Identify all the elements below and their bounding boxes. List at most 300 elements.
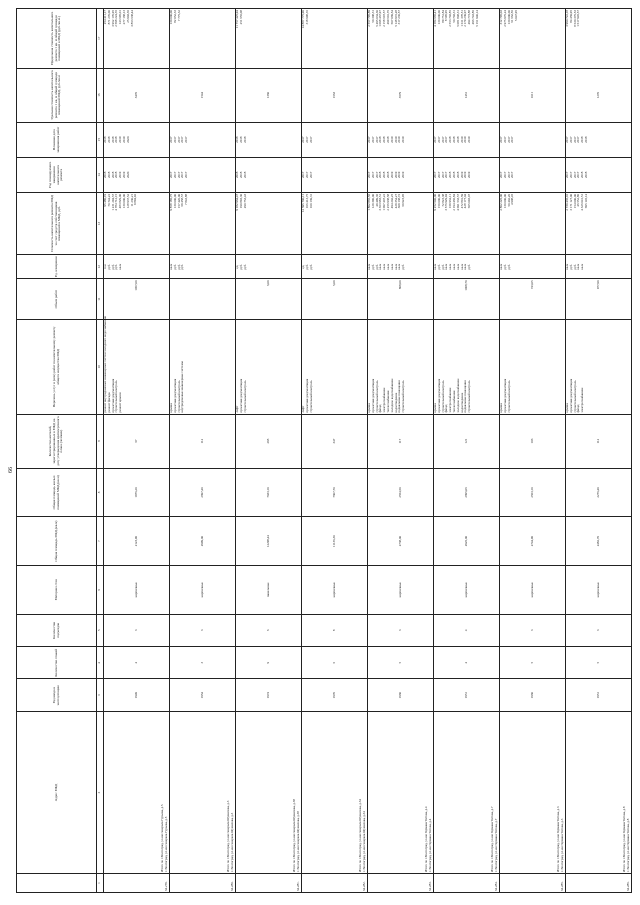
cost-cell-line: 130 000,00 — [502, 193, 507, 209]
address-cell — [566, 711, 632, 873]
units-cell-line: руб. — [502, 263, 507, 270]
header-row — [17, 9, 97, 893]
works-cell-line: строительный контроль — [114, 380, 119, 413]
units-cell-line: руб. — [440, 263, 445, 270]
cost-cell — [104, 192, 170, 254]
units-cell — [170, 255, 236, 279]
column-number: 3 — [97, 679, 104, 711]
cost-cell-line: 1 802 865,56 — [367, 193, 371, 211]
cost-cell-line: 4 091 533,57 — [455, 193, 460, 211]
limit-cost-cell-line: 50 308,31 — [370, 10, 375, 23]
unit-cost-cell: 1011 — [500, 68, 566, 122]
address-total: Итого по г.Волгоград, ул.им Германа Титова, д.3 — [556, 806, 561, 873]
entrances-cell: 3 — [170, 614, 236, 646]
limit-cost-cell-line: 496 743,86 — [470, 10, 475, 25]
year-complete-cell-line: 2017 — [568, 171, 573, 179]
row-number: 64.285. — [500, 874, 566, 893]
column-number: 5 — [97, 614, 104, 646]
plan-date-cell-line: 2019 — [118, 136, 123, 143]
volume-cell: 808,00 — [368, 279, 434, 320]
works-cell-line: строительный контроль — [506, 380, 511, 413]
works-cell-line: водоотведение — [459, 392, 464, 413]
limit-cost-cell-line: 2 598 224,35 — [114, 10, 119, 27]
works-cell — [434, 319, 500, 414]
works-cell-line: строительный контроль — [440, 380, 445, 413]
volume-cell: 1057,00 — [104, 279, 170, 320]
works-cell-line: теплоснабжение — [385, 390, 390, 413]
plan-date-cell-line: 2017 — [502, 136, 507, 143]
living-area-cell: 2554,50 — [368, 468, 434, 517]
units-cell-line: руб. — [436, 263, 441, 270]
works-cell-line: ремонт фасада — [106, 392, 111, 413]
limit-cost-cell-line: 14 887 775,90 — [301, 10, 305, 29]
living-area-cell: 2695,06 — [434, 468, 500, 517]
cost-cell — [434, 192, 500, 254]
works-cell-line: строительный контроль — [308, 380, 313, 413]
limit-cost-cell-line: 871 270,00 — [106, 10, 111, 25]
plan-date-cell — [104, 122, 170, 157]
year-cell: 1951 — [566, 679, 632, 711]
limit-cost-cell-line: 312 795,03 — [499, 10, 503, 25]
year-complete-cell-line: 2018 — [382, 171, 387, 179]
units-cell-line: кв.м — [448, 263, 453, 270]
plan-date-cell-line: 2017 — [506, 136, 511, 143]
residents-cell: 112 — [170, 414, 236, 468]
limit-cost-cell-line: 130 000,00 — [506, 10, 511, 25]
units-cell — [566, 255, 632, 279]
floors-cell: 5 — [500, 647, 566, 679]
wall-material-cell: кирпичные — [170, 565, 236, 614]
units-cell-line: кв.м — [118, 263, 123, 270]
living-area-cell: 2276,40 — [566, 468, 632, 517]
column-number: 13 — [97, 192, 104, 254]
units-cell-line: руб. — [572, 263, 577, 270]
works-cell-line: крыша — [499, 403, 503, 413]
units-cell — [434, 255, 500, 279]
plan-date-cell-line: 2019 — [397, 136, 402, 143]
units-cell-line: кв.м — [385, 263, 390, 270]
cost-cell-line: 9 182 964,47 — [235, 193, 239, 211]
works-cell-line: крыша — [565, 403, 569, 413]
cost-cell-line: 4 908,45 — [510, 193, 515, 206]
row-number: 64.286. — [566, 874, 632, 893]
volume-cell: 6,00 — [236, 279, 302, 320]
year-complete-cell-line: 2017 — [180, 171, 185, 179]
year-complete-cell-line: 2018 — [378, 171, 383, 179]
units-cell-line: кв.м — [451, 263, 456, 270]
limit-cost-cell-line: 254 411,17 — [103, 10, 107, 25]
cost-cell-line: 695 145,14 — [583, 193, 588, 209]
plan-date-cell-line: 2018 — [114, 136, 119, 143]
living-area-cell: 1976,20 — [104, 468, 170, 517]
works-cell-line: лифт — [301, 405, 305, 413]
units-cell-line: руб. — [180, 263, 185, 270]
units-cell-line: кв.м — [433, 263, 437, 270]
row-number: 64.282. — [302, 874, 368, 893]
header-cell: Общая площадь МКД,(кв.м) — [17, 517, 97, 566]
works-cell-line: строительный контроль — [374, 380, 379, 413]
cost-cell-line: 60 923,95 — [401, 193, 406, 207]
year-complete-cell — [170, 157, 236, 192]
table-row — [566, 9, 632, 893]
plan-date-cell — [236, 122, 302, 157]
units-cell-line: кв.м — [378, 263, 383, 270]
works-cell-line: подвальные помещения — [397, 380, 402, 413]
unit-cost-cell: 3579 — [368, 68, 434, 122]
limit-cost-cell-line: 50 703,31 — [451, 10, 456, 23]
plan-date-cell-line: 2018 — [448, 136, 453, 143]
units-cell-line: кв.м — [382, 263, 387, 270]
plan-date-cell-line: 2018 — [451, 136, 456, 143]
floors-cell: 9 — [236, 647, 302, 679]
cost-cell-line: 2 256 938,58 — [385, 193, 390, 211]
cost-cell-line: 665 093,07 — [467, 193, 472, 209]
units-cell-line: руб. — [308, 263, 313, 270]
limit-cost-cell-line: 277 168,13 — [121, 10, 126, 25]
total-area-cell: 12298,44 — [236, 517, 302, 566]
year-complete-cell-line: 2017 — [565, 171, 569, 179]
header-cell: Стоимость капитального ремонта МКД за счет средств собственников помещений в МКД, руб. — [17, 192, 97, 254]
address-total: Итого по г.Волгоград, ул.им генерала Шумилова, д.3 — [226, 800, 231, 873]
limit-cost-cell-line: 5 047,95 — [514, 10, 519, 22]
wall-material-cell: кирпичные — [566, 565, 632, 614]
works-cell-line: холодное водоснабжение — [389, 378, 394, 413]
limit-cost-cell-line: 5 495 034,30 — [374, 10, 379, 27]
living-area-cell: 2563,10 — [500, 468, 566, 517]
limit-cost-cell-line: 1 617 945,57 — [576, 10, 581, 27]
column-number: 11 — [97, 279, 104, 320]
units-cell — [500, 255, 566, 279]
year-complete-cell-line: 2019 — [401, 171, 406, 179]
cost-cell-line: 106 413,75 — [304, 193, 309, 209]
works-cell-line: подвальные помещения — [463, 380, 468, 413]
works-cell-line: проектная документация — [110, 378, 115, 413]
wall-material-cell: кирпичные — [302, 565, 368, 614]
header-cell: Общая площадь жилых помещений МКД,(кв.м) — [17, 468, 97, 517]
limit-cost-cell-line: 84 459,95 — [568, 10, 573, 23]
units-cell-line: руб. — [106, 263, 111, 270]
year-cell: 1970 — [302, 679, 368, 711]
units-cell-line: руб. — [374, 263, 379, 270]
residents-cell: 121 — [434, 414, 500, 468]
unit-cost-cell: 1360 — [236, 68, 302, 122]
limit-cost-cell-line: 2 179 239,97 — [463, 10, 468, 27]
entrances-cell: 3 — [368, 614, 434, 646]
works-cell-line: фасад — [444, 404, 449, 413]
year-complete-cell-line: 2017 — [436, 171, 441, 179]
table-row — [170, 9, 236, 893]
year-complete-cell-line: 2018 — [106, 171, 111, 179]
total-area-cell: 2999,00 — [170, 517, 236, 566]
column-number: 8 — [97, 468, 104, 517]
plan-date-cell-line: 2018 — [235, 136, 239, 143]
entrances-cell: 6 — [236, 614, 302, 646]
plan-date-cell-line: 2017 — [184, 136, 189, 143]
address-cell — [368, 711, 434, 873]
row-number: 64.280. — [170, 874, 236, 893]
total-area-cell: 2123,90 — [104, 517, 170, 566]
plan-date-cell-line: 2017 — [308, 136, 313, 143]
table-row — [434, 9, 500, 893]
year-complete-cell-line: 2017 — [184, 171, 189, 179]
total-area-cell: 2926,00 — [434, 517, 500, 566]
year-complete-cell-line: 2018 — [235, 171, 239, 179]
works-cell-line: проектная документация — [304, 378, 309, 413]
plan-date-cell-line: 2018 — [455, 136, 460, 143]
units-cell-line: кв.м — [463, 263, 468, 270]
address-total: Итого по г.Волгоград, ул.им генерала Шумилова, д.34 — [358, 799, 363, 873]
units-cell-line: п.м — [103, 264, 107, 269]
header-cell: Адрес МКД — [17, 711, 97, 873]
cost-cell — [566, 192, 632, 254]
year-complete-cell-line: 2017 — [367, 171, 371, 179]
volume-cell — [170, 279, 236, 320]
cost-cell-line: 483 829,00 — [118, 193, 123, 209]
works-cell — [302, 319, 368, 414]
units-cell-line: кв.м — [459, 263, 464, 270]
entrances-cell: 4 — [434, 614, 500, 646]
works-cell-line: строительный контроль — [242, 380, 247, 413]
column-number: 15 — [97, 122, 104, 157]
limit-cost-cell-line: 2 158 618,57 — [382, 10, 387, 27]
floors-cell: 4 — [434, 647, 500, 679]
plan-date-cell-line: 2017 — [499, 136, 503, 143]
cost-cell-line: 50 402,20 — [506, 193, 511, 207]
units-cell-line: кв.м — [499, 263, 503, 270]
cost-cell-line: 1 231 294,57 — [110, 193, 115, 211]
year-complete-cell-line: 2017 — [433, 171, 437, 179]
plan-date-cell-line: 2019 — [393, 136, 398, 143]
limit-cost-cell-line: 8 630 376,53 — [572, 10, 577, 27]
year-complete-cell-line: 2017 — [502, 171, 507, 179]
address-cell — [500, 711, 566, 873]
residents-cell: 106 — [500, 414, 566, 468]
table-row — [302, 9, 368, 893]
works-cell — [103, 316, 170, 414]
works-cell-line: электроснабжение — [448, 387, 453, 413]
works-cell-line: ремонт крыши — [118, 392, 123, 413]
floors-cell: 6 — [302, 647, 368, 679]
year-complete-cell — [566, 157, 632, 192]
works-cell-line: проектная документация — [502, 378, 507, 413]
total-area-cell: 11136,30 — [302, 517, 368, 566]
limit-cost-cell — [368, 9, 434, 69]
plan-date-cell-line: 2017 — [176, 136, 181, 143]
year-complete-cell-line: 2017 — [308, 171, 313, 179]
table-body — [104, 9, 632, 893]
works-cell-line: проектная документация — [238, 378, 243, 413]
cost-cell-line: 49 499,36 — [374, 193, 379, 207]
table-row — [236, 9, 302, 893]
limit-cost-cell-line: 5 161 940,14 — [474, 10, 479, 27]
cost-cell-line: 1 097 407,22 — [382, 193, 387, 211]
header-cell: Удельная стоимость капитального ремонта 1 кв. м общей площади помещений МКД, руб./кв.м — [17, 68, 97, 122]
cost-cell-line: 3 363 983,51 — [378, 193, 383, 211]
plan-date-cell-line: 2018 — [238, 136, 243, 143]
column-number: 4 — [97, 647, 104, 679]
column-number: 6 — [97, 565, 104, 614]
column-number: 16 — [97, 68, 104, 122]
address: г. Волгоград, ул.им генерала Гурьева, д.5 — [164, 816, 169, 873]
plan-date-cell-line: 2019 — [389, 136, 394, 143]
plan-date-cell-line: 2017 — [444, 136, 449, 143]
row-number: 64.284. — [434, 874, 500, 893]
cost-cell-line: 69 458,57 — [180, 193, 185, 207]
address: г. Волгоград, ул.им генерала Шумилова, д.34 — [362, 811, 367, 873]
address-cell — [434, 711, 500, 873]
year-complete-cell-line: 2017 — [374, 171, 379, 179]
limit-cost-cell — [500, 9, 566, 69]
row-number: 64.283. — [368, 874, 434, 893]
limit-cost-cell-line: 4 184 665,41 — [433, 10, 437, 27]
year-complete-cell-line: 2017 — [301, 171, 305, 179]
year-cell: 1949 — [104, 679, 170, 711]
units-cell-line: ед. — [301, 264, 305, 269]
cost-cell-line: 95 480,19 — [103, 193, 107, 207]
residents-cell: 295 — [236, 414, 302, 468]
year-complete-cell-line: 2017 — [510, 171, 515, 179]
units-cell-line: кв.м — [576, 263, 581, 270]
address: г. Волгоград, ул.им генерала Шумилова, д.3 — [230, 812, 235, 873]
plan-date-cell-line: 2018 — [110, 136, 115, 143]
year-complete-cell-line: 2017 — [172, 171, 177, 179]
wall-material-cell: кирпичные — [500, 565, 566, 614]
header-cell: Год планируемого завершения капитального ремонта — [17, 157, 97, 192]
works-cell-line: крыша — [367, 403, 371, 413]
year-complete-cell-line: 2018 — [110, 171, 115, 179]
floors-cell: 5 — [566, 647, 632, 679]
plan-date-cell-line: 2017 — [440, 136, 445, 143]
year-complete-cell-line: 2017 — [304, 171, 309, 179]
cost-cell-line: 129 390,00 — [370, 193, 375, 209]
total-area-cell: 2482,70 — [566, 517, 632, 566]
floors-cell: 5 — [368, 647, 434, 679]
year-complete-cell-line: 2018 — [448, 171, 453, 179]
year-complete-cell-line: 2019 — [459, 171, 464, 179]
year-complete-cell-line: 2018 — [103, 171, 107, 179]
units-cell — [302, 255, 368, 279]
year-complete-cell-line: 2018 — [238, 171, 243, 179]
limit-cost-cell — [170, 9, 236, 69]
address-total: Итого по г.Волгоград, ул.им Германа Титова, д.4 — [424, 806, 429, 873]
year-cell: 1974 — [236, 679, 302, 711]
cost-cell-line: 11 230,21 — [129, 193, 134, 207]
header-cell: Предельная стоимость капитального ремонта 1 кв. м общей площади помещений в МКД (руб./кв.м.) — [17, 9, 97, 69]
volume-cell: 977,90 — [566, 279, 632, 320]
units-cell-line: кв.м — [367, 263, 371, 270]
year-complete-cell-line: 2019 — [393, 171, 398, 179]
entrances-cell: 3 — [500, 614, 566, 646]
cost-cell-line: 154 000,00 — [572, 193, 577, 209]
total-area-cell: 2744,90 — [500, 517, 566, 566]
limit-cost-cell-line: 89 751,84 — [440, 10, 445, 23]
page-number: 66 — [8, 467, 14, 473]
units-cell-line: руб. — [114, 263, 119, 270]
address-total: Итого по г.Волгоград, ул.им Германа Титова, д.7 — [490, 806, 495, 873]
units-cell-line: кв.м — [444, 263, 449, 270]
cost-cell-line: 429 354,27 — [393, 193, 398, 209]
plan-date-cell-line: 2017 — [436, 136, 441, 143]
plan-date-cell — [170, 122, 236, 157]
year-complete-cell-line: 2018 — [242, 171, 247, 179]
header-cell: Год ввода в эксплуатацию — [17, 679, 97, 711]
limit-cost-cell-line: 318 998,35 — [304, 10, 309, 25]
cost-cell-line: 150 000,00 — [436, 193, 441, 209]
year-complete-cell-line: 2019 — [118, 171, 123, 179]
plan-date-cell — [368, 122, 434, 157]
year-cell: 1960 — [500, 679, 566, 711]
works-cell-line: лифт — [235, 405, 239, 413]
plan-date-cell-line: 2019 — [121, 136, 126, 143]
cost-cell-line: 128 937,52 — [125, 193, 130, 209]
year-complete-cell-line: 2017 — [440, 171, 445, 179]
year-complete-cell-line: 2019 — [121, 171, 126, 179]
works-cell — [500, 319, 566, 414]
plan-date-cell-line: 2017 — [367, 136, 371, 143]
units-cell-line: руб. — [304, 263, 309, 270]
limit-cost-cell — [302, 9, 368, 69]
header-cell: Количество этажей — [17, 647, 97, 679]
year-cell: 1960 — [368, 679, 434, 711]
year-complete-cell — [104, 157, 170, 192]
limit-cost-cell-line: 2 553 703,85 — [448, 10, 453, 27]
wall-material-cell: панельные — [236, 565, 302, 614]
living-area-cell: 2697,40 — [170, 468, 236, 517]
row-number: 64.281. — [236, 874, 302, 893]
plan-date-cell-line: 2017 — [370, 136, 375, 143]
cost-cell-line: 4 326 041,51 — [580, 193, 585, 211]
cost-cell-line: 70 744,22 — [106, 193, 111, 207]
units-cell-line: руб. — [467, 263, 472, 270]
year-complete-cell-line: 2017 — [444, 171, 449, 179]
header-cell: Ед. измерения — [17, 255, 97, 279]
limit-cost-cell — [104, 9, 170, 69]
cost-cell-line: 46 552,80 — [576, 193, 581, 207]
limit-cost-cell-line: 1 098 467,97 — [378, 10, 383, 27]
year-complete-cell-line: 2018 — [451, 171, 456, 179]
cost-cell-line: 9 252 640,00 — [433, 193, 437, 211]
address-cell — [302, 711, 368, 873]
header-cell — [17, 874, 97, 893]
year-cell: 1951 — [434, 679, 500, 711]
limit-cost-cell-line: 494 773,88 — [467, 10, 472, 25]
works-cell-line: фасад — [378, 404, 383, 413]
year-complete-cell-line: 2017 — [572, 171, 577, 179]
address: г. Волгоград, ул.им Германа Титова, д.3 — [560, 818, 565, 873]
year-complete-cell-line: 2020 — [125, 171, 130, 179]
limit-cost-cell-line: 2 975 976,24 — [502, 10, 507, 27]
table-row — [500, 9, 566, 893]
year-complete-cell-line: 2017 — [169, 171, 173, 179]
residents-cell: 117 — [368, 414, 434, 468]
cost-cell — [500, 192, 566, 254]
works-cell-line: внутридомовые инженерные системы — [180, 361, 185, 413]
units-cell — [368, 255, 434, 279]
plan-date-cell-line: 2017 — [301, 136, 305, 143]
limit-cost-cell-line: 499 601,76 — [385, 10, 390, 25]
header-cell: Объем работ — [17, 279, 97, 320]
cost-cell-line: 472 810,59 — [459, 193, 464, 209]
volume-cell: 5,00 — [302, 279, 368, 320]
unit-cost-cell: 1544 — [170, 68, 236, 122]
works-cell-line: проектная документация — [568, 378, 573, 413]
column-number: 10 — [97, 319, 104, 414]
works-cell — [236, 319, 302, 414]
volume-cell: 743,05 — [500, 279, 566, 320]
column-number: 14 — [97, 157, 104, 192]
address-total: Итого по г.Волгоград, ул.им генерала Шумилова, д.38 — [292, 799, 297, 873]
works-cell-line: проектная документация — [172, 378, 177, 413]
